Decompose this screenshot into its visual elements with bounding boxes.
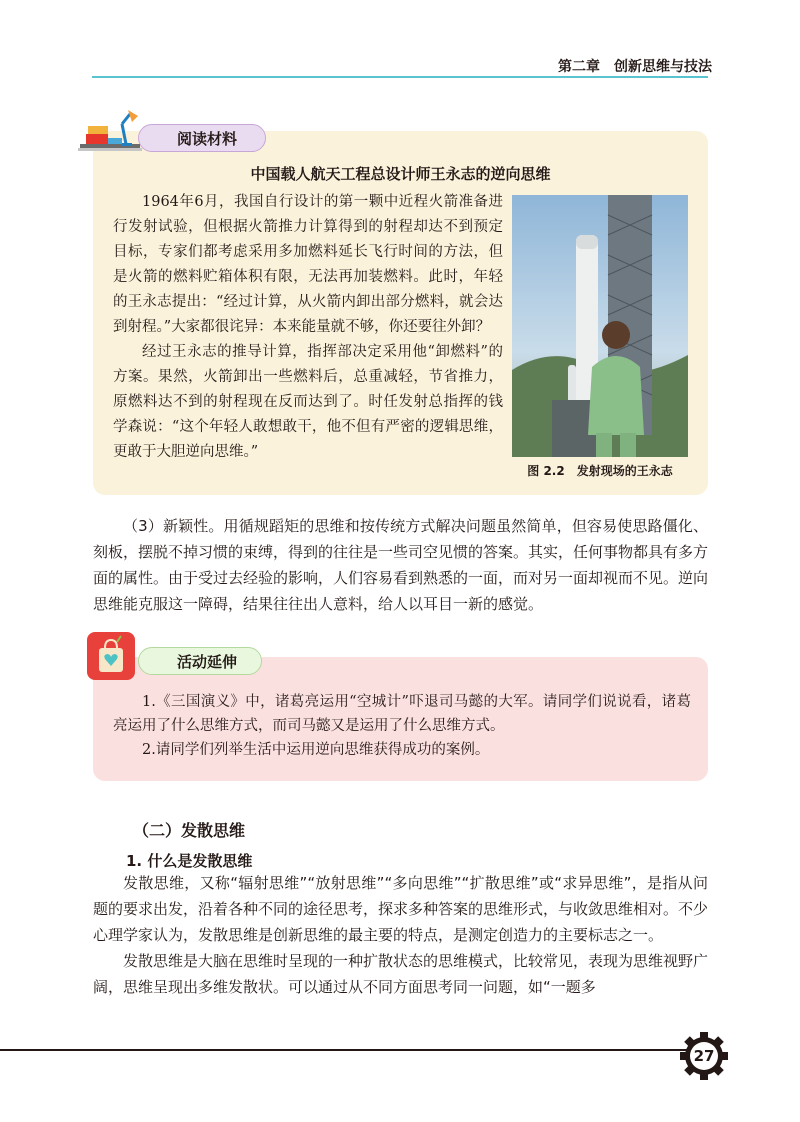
reading-text: [113, 190, 503, 465]
body-paragraph: 发散思维是大脑在思维时呈现的一种扩散状态的思维模式，比较常见，表现为思维视野广阔，思维呈现出多维发散状。可以通过从不同方面思考同一问题，如“一题多: [93, 952, 709, 996]
launch-site-photo: [512, 195, 688, 457]
desk-lamp-books-icon: [78, 108, 142, 156]
activity-text: [113, 690, 691, 762]
body-paragraph: （3）新颖性。用循规蹈矩的思维和按传统方式解决问题虽然简单，但容易使思路僵化、刻板，摆脱不掉习惯的束缚，得到的往往是一些司空见惯的答案。其实，任何事物都具有多方面的属性。由于受过去经验的影响，人们容易看到熟悉的一面，而对另一面却视而不见。逆向思维能克服这一障碍，结果往往出人意料，给人以耳目一新的感觉。: [93, 517, 709, 613]
activity-tab-label: 活动延伸: [177, 652, 238, 671]
activity-item: 2.请同学们列举生活中运用逆向思维获得成功的案例。: [142, 742, 490, 758]
novelty-paragraph: [93, 513, 708, 617]
header-rule: [92, 76, 708, 78]
section-heading: （二）发散思维: [133, 821, 246, 840]
chapter-title: 第二章 创新思维与技法: [558, 59, 712, 75]
activity-tab: [138, 647, 262, 675]
footer-rule: [0, 1049, 690, 1051]
reading-paragraph: 1964年6月，我国自行设计的第一颗中近程火箭准备进行发射试验，但根据火箭推力计算得到的射程却达不到预定目标，专家们都考虑采用多加燃料延长飞行时间的方法，但是火箭的燃料贮箱体积有限，无法再加装燃料。此时，年轻的王永志提出：“经过计算，从火箭内卸出部分燃料，就会达到射程。”大家都很诧异：本来能量就不够，你还要往外卸？: [113, 194, 503, 335]
activity-item: 1.《三国演义》中，诸葛亮运用“空城计”吓退司马懿的大军。请同学们说说看，诸葛亮运用了什么思维方式，而司马懿又是运用了什么思维方式。: [113, 694, 691, 734]
body-paragraph: 发散思维，又称“辐射思维”“放射思维”“多向思维”“扩散思维”或“求异思维”，是指从问题的要求出发，沿着各种不同的途径思考，探求多种答案的思维形式，与收敛思维相对。不少心理学家认为，发散思维是创新思维的最主要的特点，是测定创造力的主要标志之一。: [93, 874, 709, 944]
figure-caption: 图 2.2 发射现场的王永志: [527, 464, 673, 478]
reading-material-tab-label: 阅读材料: [177, 129, 238, 148]
page-number: 27: [693, 1047, 715, 1065]
subsection-heading: 1. 什么是发散思维: [126, 852, 253, 870]
reading-material-tab: [138, 124, 266, 152]
reading-title: 中国载人航天工程总设计师王永志的逆向思维: [250, 165, 551, 183]
reading-paragraph: 经过王永志的推导计算，指挥部决定采用他“卸燃料”的方案。果然，火箭卸出一些燃料后，总重减轻，节省推力，原燃料达不到的射程现在反而达到了。时任发射总指挥的钱学森说：“这个年轻人敢想敢干，他不但有严密的逻辑思维，更敢于大胆逆向思维。”: [113, 344, 503, 460]
divergent-thinking-text: [93, 870, 708, 1000]
shopping-bag-heart-icon: [87, 632, 135, 680]
